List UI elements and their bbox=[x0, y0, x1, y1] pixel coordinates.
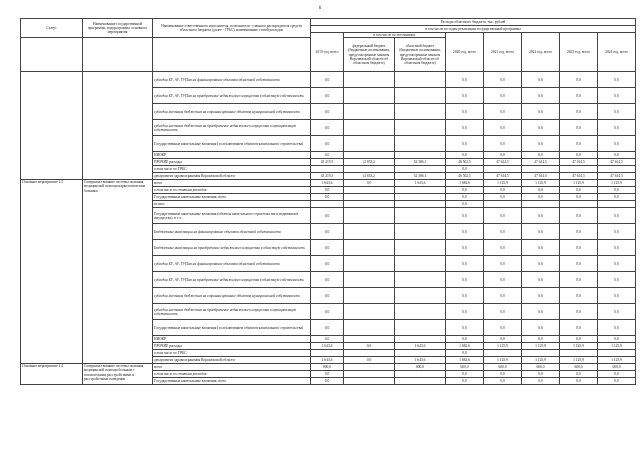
row-value: 0,0 bbox=[446, 240, 484, 256]
row-value: 0,0 bbox=[311, 136, 344, 152]
row-value: 0,0 bbox=[311, 194, 344, 201]
row-value: 0,0 bbox=[446, 166, 484, 173]
row-value: 0,0 bbox=[560, 152, 598, 159]
program-cell bbox=[83, 72, 153, 180]
program-cell: Совершенствование системы оказания медицинской помощи наркологическим больным bbox=[83, 180, 153, 364]
row-value: 600,0 bbox=[446, 364, 484, 371]
row-label: в том числе по ГРБС: bbox=[153, 166, 311, 173]
row-value: 0,0 bbox=[522, 72, 560, 88]
row-value: 0,0 bbox=[522, 320, 560, 336]
row-value: 46 502,5 bbox=[446, 159, 484, 166]
row-value: 0,0 bbox=[484, 104, 522, 120]
row-label: субсидии БУ, АУ, ГУПам на приобретение недвижимого имущества в областную собственность bbox=[153, 272, 311, 288]
row-value: 0,0 bbox=[446, 120, 484, 136]
row-value: 0,0 bbox=[560, 208, 598, 224]
row-label: субсидии местным бюджетам на софинансирование объектов муниципальной собственности bbox=[153, 288, 311, 304]
row-value bbox=[344, 72, 395, 88]
row-value: 0,0 bbox=[311, 224, 344, 240]
page-number: 6 bbox=[318, 6, 322, 11]
row-value: 0,0 bbox=[484, 136, 522, 152]
row-value: 47 614,5 bbox=[560, 159, 598, 166]
row-label: Государственные капитальные вложения, всего bbox=[153, 194, 311, 201]
row-value: 0,0 bbox=[484, 194, 522, 201]
row-value bbox=[344, 288, 395, 304]
row-label: Бюджетные инвестиции на приобретение недвижимого имущества в областную собственность bbox=[153, 240, 311, 256]
status-cell: Основное мероприятие 2.4 bbox=[21, 364, 83, 385]
row-value: 800,0 bbox=[311, 364, 344, 371]
row-value: 0,0 bbox=[560, 371, 598, 378]
row-label: субсидии местным бюджетам на софинансирование объектов муниципальной собственности bbox=[153, 104, 311, 120]
header-period: в том числе по годам реализации государственной программы bbox=[311, 26, 636, 33]
row-value bbox=[598, 350, 636, 357]
row-label: департамент здравоохранения Воронежской области bbox=[153, 357, 311, 364]
row-value: 0,0 bbox=[446, 194, 484, 201]
row-value: 0,0 bbox=[311, 240, 344, 256]
budget-table bbox=[20, 18, 636, 385]
row-value bbox=[395, 104, 446, 120]
row-value: 1 682,6 bbox=[446, 180, 484, 187]
row-value bbox=[522, 166, 560, 173]
row-value bbox=[344, 88, 395, 104]
row-value: 0,0 bbox=[446, 288, 484, 304]
row-label: Государственные капитальные вложения (за исключением объектов капитального строительства) bbox=[153, 320, 311, 336]
row-value bbox=[395, 194, 446, 201]
program-cell: Совершенствование системы оказания медицинской помощи больным с психическими расстройствами и расстройствами поведения bbox=[83, 364, 153, 385]
row-value: 0,0 bbox=[598, 72, 636, 88]
row-value: 0,0 bbox=[311, 272, 344, 288]
row-value bbox=[344, 350, 395, 357]
row-value: 1 125,9 bbox=[484, 357, 522, 364]
row-value: 0,0 bbox=[598, 304, 636, 320]
row-value: 1 125,9 bbox=[522, 357, 560, 364]
row-value: 0,0 bbox=[446, 272, 484, 288]
row-value: 0,0 bbox=[446, 88, 484, 104]
row-value: 0,0 bbox=[446, 320, 484, 336]
row-value bbox=[395, 187, 446, 194]
row-value: 0,0 bbox=[522, 208, 560, 224]
row-value: 0,0 bbox=[446, 187, 484, 194]
row-value: 0,0 bbox=[598, 240, 636, 256]
row-value bbox=[344, 208, 395, 224]
row-value bbox=[395, 208, 446, 224]
row-value: 0,0 bbox=[446, 350, 484, 357]
row-label: ПРОЧИЕ расходы bbox=[153, 159, 311, 166]
row-label: в том числе по статьям расходов: bbox=[153, 371, 311, 378]
row-value: 1 643,6 bbox=[311, 180, 344, 187]
row-value: 0,0 bbox=[598, 152, 636, 159]
table-row bbox=[21, 72, 636, 88]
row-value: 0,0 bbox=[560, 256, 598, 272]
row-value: 0,0 bbox=[446, 201, 484, 208]
row-label: Государственные капитальные вложения, всего bbox=[153, 378, 311, 385]
row-value bbox=[395, 288, 446, 304]
row-value: 45 219,5 bbox=[311, 173, 344, 180]
row-value bbox=[395, 224, 446, 240]
row-value: 0,0 bbox=[598, 194, 636, 201]
row-value: 45 219,5 bbox=[311, 159, 344, 166]
header-2020: 2020 год, всего bbox=[446, 33, 484, 72]
row-value: 0,0 bbox=[522, 152, 560, 159]
row-value: 47 614,5 bbox=[598, 159, 636, 166]
row-value: 0,0 bbox=[484, 320, 522, 336]
row-value: 0,0 bbox=[311, 320, 344, 336]
row-value: 0,0 bbox=[311, 371, 344, 378]
row-value: 0,0 bbox=[484, 208, 522, 224]
row-value: 800,0 bbox=[395, 364, 446, 371]
row-value: 0,0 bbox=[598, 88, 636, 104]
row-value: 1 125,9 bbox=[522, 343, 560, 350]
row-value: 1 643,6 bbox=[395, 357, 446, 364]
row-label: в том числе по ГРБС: bbox=[153, 350, 311, 357]
row-value bbox=[395, 240, 446, 256]
row-value: 0,0 bbox=[598, 378, 636, 385]
row-value bbox=[395, 336, 446, 343]
row-value: 0,0 bbox=[311, 256, 344, 272]
row-value: 0,0 bbox=[560, 240, 598, 256]
row-label: в том числе по статьям расходов: bbox=[153, 187, 311, 194]
row-value: 0,0 bbox=[560, 304, 598, 320]
row-value: 0,0 bbox=[311, 304, 344, 320]
row-value: 0,0 bbox=[484, 72, 522, 88]
row-value: 0,0 bbox=[560, 88, 598, 104]
row-value: 0,0 bbox=[522, 120, 560, 136]
row-value: 52 386,1 bbox=[395, 159, 446, 166]
row-value bbox=[395, 371, 446, 378]
row-value: 0,0 bbox=[598, 208, 636, 224]
row-value: 0,0 bbox=[446, 136, 484, 152]
row-label: субсидии местным бюджетам на приобретение недвижимого имущества в муниципальную собственность bbox=[153, 120, 311, 136]
row-value bbox=[344, 136, 395, 152]
row-value bbox=[395, 72, 446, 88]
row-value bbox=[344, 187, 395, 194]
row-value bbox=[344, 364, 395, 371]
row-label: Государственные капитальные вложения (за исключением объектов капитального строительства) bbox=[153, 136, 311, 152]
row-value bbox=[344, 201, 395, 208]
row-label: всего bbox=[153, 180, 311, 187]
row-value: 1 125,9 bbox=[560, 343, 598, 350]
row-value: 0,0 bbox=[598, 371, 636, 378]
row-value: 1 125,9 bbox=[560, 357, 598, 364]
row-value: 0,0 bbox=[522, 288, 560, 304]
row-value bbox=[395, 256, 446, 272]
row-value: 0,0 bbox=[446, 104, 484, 120]
row-value: 0,0 bbox=[598, 288, 636, 304]
row-value bbox=[484, 166, 522, 173]
row-value: 0,0 bbox=[344, 357, 395, 364]
row-value: 47 614,5 bbox=[484, 159, 522, 166]
row-value: 0,0 bbox=[522, 304, 560, 320]
row-value bbox=[344, 371, 395, 378]
row-value: 0,0 bbox=[484, 336, 522, 343]
row-value bbox=[311, 350, 344, 357]
row-label: всего bbox=[153, 364, 311, 371]
row-value bbox=[522, 201, 560, 208]
header-2022: 2022 год, всего bbox=[522, 33, 560, 72]
row-value: 0,0 bbox=[484, 152, 522, 159]
row-value bbox=[344, 336, 395, 343]
row-value: 1 125,9 bbox=[598, 357, 636, 364]
row-value: 0,0 bbox=[311, 288, 344, 304]
row-label: субсидии БУ, АУ, ГУПам на приобретение недвижимого имущества в областную собственность bbox=[153, 88, 311, 104]
row-value: 1 682,6 bbox=[446, 357, 484, 364]
row-value: 47 614,5 bbox=[560, 173, 598, 180]
row-value: 0,0 bbox=[446, 378, 484, 385]
row-value: 0,0 bbox=[598, 272, 636, 288]
row-value: 46 502,5 bbox=[446, 173, 484, 180]
row-value: 1 125,9 bbox=[560, 180, 598, 187]
row-value: 0,0 bbox=[560, 194, 598, 201]
row-value: 1 682,6 bbox=[446, 343, 484, 350]
row-value: 0,0 bbox=[560, 288, 598, 304]
row-value: 0,0 bbox=[484, 256, 522, 272]
row-value: 0,0 bbox=[446, 224, 484, 240]
row-value: 0,0 bbox=[484, 378, 522, 385]
row-value bbox=[344, 240, 395, 256]
row-label: субсидии местным бюджетам на приобретение недвижимого имущества в муниципальную собственность bbox=[153, 304, 311, 320]
row-value: 1 643,6 bbox=[311, 357, 344, 364]
row-value: 0,0 bbox=[560, 136, 598, 152]
header-executor: Наименование ответственного исполнителя, исполнителя - главного распорядителя средств областного бюджета (далее - ГРБС), наименование статей расходов bbox=[153, 19, 311, 38]
row-value: 0,0 bbox=[598, 336, 636, 343]
row-value: 0,0 bbox=[446, 336, 484, 343]
row-value: 0,0 bbox=[522, 272, 560, 288]
row-value bbox=[395, 350, 446, 357]
row-value bbox=[395, 120, 446, 136]
row-value: 0,0 bbox=[484, 88, 522, 104]
header-sources: в том числе по источникам: bbox=[344, 33, 446, 38]
row-value: 0,0 bbox=[484, 224, 522, 240]
status-cell bbox=[21, 72, 83, 180]
row-value: 0,0 bbox=[446, 304, 484, 320]
row-value bbox=[560, 350, 598, 357]
row-value bbox=[395, 166, 446, 173]
row-value bbox=[395, 378, 446, 385]
row-label: ПРОЧИЕ расходы bbox=[153, 343, 311, 350]
row-value: 0,0 bbox=[598, 256, 636, 272]
row-value: 600,0 bbox=[522, 364, 560, 371]
row-value: 0,0 bbox=[311, 88, 344, 104]
row-label: Бюджетные инвестиции на финансирование объектов областной собственности bbox=[153, 224, 311, 240]
header-2023: 2023 год, всего bbox=[560, 33, 598, 72]
row-value: 0,0 bbox=[446, 72, 484, 88]
row-value: 0,0 bbox=[522, 378, 560, 385]
row-value: 0,0 bbox=[484, 272, 522, 288]
row-value: 0,0 bbox=[522, 104, 560, 120]
row-value: 52 386,1 bbox=[395, 173, 446, 180]
row-value: 0,0 bbox=[311, 336, 344, 343]
row-value bbox=[311, 166, 344, 173]
status-cell: Основное мероприятие 2.3 bbox=[21, 180, 83, 364]
row-value: 0,0 bbox=[484, 187, 522, 194]
row-value: 47 614,5 bbox=[522, 173, 560, 180]
row-value: 1 643,6 bbox=[395, 343, 446, 350]
row-value bbox=[344, 152, 395, 159]
row-value: 0,0 bbox=[311, 187, 344, 194]
row-value: (2 833,2 bbox=[344, 173, 395, 180]
row-value bbox=[344, 104, 395, 120]
row-value bbox=[344, 272, 395, 288]
row-label: НИОКР bbox=[153, 152, 311, 159]
row-label: Государственные капитальные вложения (объекты капитального строительства и недвижимое имущество), в т.ч.: bbox=[153, 208, 311, 224]
row-value: 1 125,9 bbox=[522, 180, 560, 187]
row-value: 1 125,9 bbox=[598, 343, 636, 350]
row-value bbox=[395, 201, 446, 208]
table-body bbox=[21, 72, 636, 385]
row-value bbox=[395, 152, 446, 159]
row-value: 0,0 bbox=[311, 72, 344, 88]
row-value: 0,0 bbox=[598, 187, 636, 194]
row-value: 0,0 bbox=[522, 256, 560, 272]
row-label: департамент здравоохранения Воронежской области bbox=[153, 173, 311, 180]
row-value bbox=[395, 136, 446, 152]
row-value: 0,0 bbox=[484, 120, 522, 136]
row-value: 1 125,9 bbox=[484, 343, 522, 350]
row-value: 47 614,5 bbox=[484, 173, 522, 180]
row-value: 0,0 bbox=[560, 187, 598, 194]
row-value: 1 643,6 bbox=[395, 180, 446, 187]
row-value: 1 643,6 bbox=[311, 343, 344, 350]
row-value: 0,0 bbox=[522, 136, 560, 152]
row-label: НИОКР bbox=[153, 336, 311, 343]
row-value: 1 125,9 bbox=[598, 180, 636, 187]
row-value: 0,0 bbox=[522, 371, 560, 378]
table-row bbox=[21, 180, 636, 187]
row-value: 0,0 bbox=[446, 152, 484, 159]
row-value bbox=[395, 272, 446, 288]
row-value bbox=[484, 201, 522, 208]
row-value: 0,0 bbox=[311, 208, 344, 224]
row-value: 0,0 bbox=[522, 224, 560, 240]
row-value bbox=[560, 166, 598, 173]
row-value: 0,0 bbox=[522, 187, 560, 194]
row-value: 1 125,9 bbox=[484, 180, 522, 187]
row-value: 0,0 bbox=[598, 320, 636, 336]
row-value: 0,0 bbox=[446, 256, 484, 272]
header-program-name: Наименование государственной программы, подпрограммы, основного мероприятия bbox=[83, 19, 153, 38]
row-value: 0,0 bbox=[311, 120, 344, 136]
row-label: субсидии БУ, АУ, ГУПам на финансирование объектов областной собственности bbox=[153, 72, 311, 88]
row-value bbox=[311, 201, 344, 208]
table-row bbox=[21, 364, 636, 371]
row-value: 0,0 bbox=[344, 180, 395, 187]
row-value: 0,0 bbox=[311, 378, 344, 385]
row-value bbox=[344, 224, 395, 240]
row-value bbox=[344, 320, 395, 336]
row-value: 0,0 bbox=[484, 371, 522, 378]
row-value: 0,0 bbox=[598, 224, 636, 240]
row-value: 0,0 bbox=[560, 72, 598, 88]
row-value: 0,0 bbox=[560, 320, 598, 336]
row-value bbox=[484, 350, 522, 357]
header-federal: федеральный бюджет (бюджетные ассигнования, предусмотренные законом Воронежской области об областном бюджете) bbox=[344, 38, 395, 72]
row-value bbox=[560, 201, 598, 208]
header-expenses: Расходы областного бюджета, тыс. рублей bbox=[311, 19, 636, 26]
row-value: 600,0 bbox=[560, 364, 598, 371]
row-value: 47 614,5 bbox=[598, 173, 636, 180]
row-value: 0,0 bbox=[484, 288, 522, 304]
row-value: 0,0 bbox=[522, 194, 560, 201]
row-value: 0,0 bbox=[522, 88, 560, 104]
row-value bbox=[395, 304, 446, 320]
row-label: из них: bbox=[153, 201, 311, 208]
row-value bbox=[344, 166, 395, 173]
header-2019: 2019 год, всего bbox=[311, 33, 344, 72]
row-value: 600,0 bbox=[598, 364, 636, 371]
row-value: 0,0 bbox=[446, 208, 484, 224]
row-value bbox=[395, 88, 446, 104]
row-value: 0,0 bbox=[598, 104, 636, 120]
row-value: 0,0 bbox=[484, 240, 522, 256]
row-value: 0,0 bbox=[598, 136, 636, 152]
row-value: 0,0 bbox=[344, 343, 395, 350]
row-value: 0,0 bbox=[560, 272, 598, 288]
row-value: 0,0 bbox=[598, 120, 636, 136]
row-value bbox=[598, 166, 636, 173]
header-2021: 2021 год, всего bbox=[484, 33, 522, 72]
row-value bbox=[344, 378, 395, 385]
row-value: 600,0 bbox=[484, 364, 522, 371]
row-value: 0,0 bbox=[560, 224, 598, 240]
row-value: 0,0 bbox=[522, 336, 560, 343]
row-value: 0,0 bbox=[560, 120, 598, 136]
row-value: 0,0 bbox=[484, 304, 522, 320]
row-value bbox=[522, 350, 560, 357]
row-value: 47 614,5 bbox=[522, 159, 560, 166]
row-value bbox=[344, 256, 395, 272]
row-value: 0,0 bbox=[446, 371, 484, 378]
row-value bbox=[344, 120, 395, 136]
row-value bbox=[598, 201, 636, 208]
row-value: 0,0 bbox=[560, 336, 598, 343]
row-value: 0,0 bbox=[311, 104, 344, 120]
row-value bbox=[344, 304, 395, 320]
row-value: 0,0 bbox=[522, 240, 560, 256]
row-value bbox=[344, 194, 395, 201]
header-2024: 2024 год, всего bbox=[598, 33, 636, 72]
row-value: 0,0 bbox=[560, 104, 598, 120]
header-status: Статус bbox=[21, 19, 83, 38]
row-value: 0,0 bbox=[311, 152, 344, 159]
row-value: 0,0 bbox=[560, 378, 598, 385]
row-value bbox=[395, 320, 446, 336]
row-label: субсидии БУ, АУ, ГУПам на финансирование объектов областной собственности bbox=[153, 256, 311, 272]
header-regional: областной бюджет (бюджетные ассигнования, предусмотренные законом Воронежской области об областном бюджете) bbox=[395, 38, 446, 72]
row-value: (2 833,2 bbox=[344, 159, 395, 166]
